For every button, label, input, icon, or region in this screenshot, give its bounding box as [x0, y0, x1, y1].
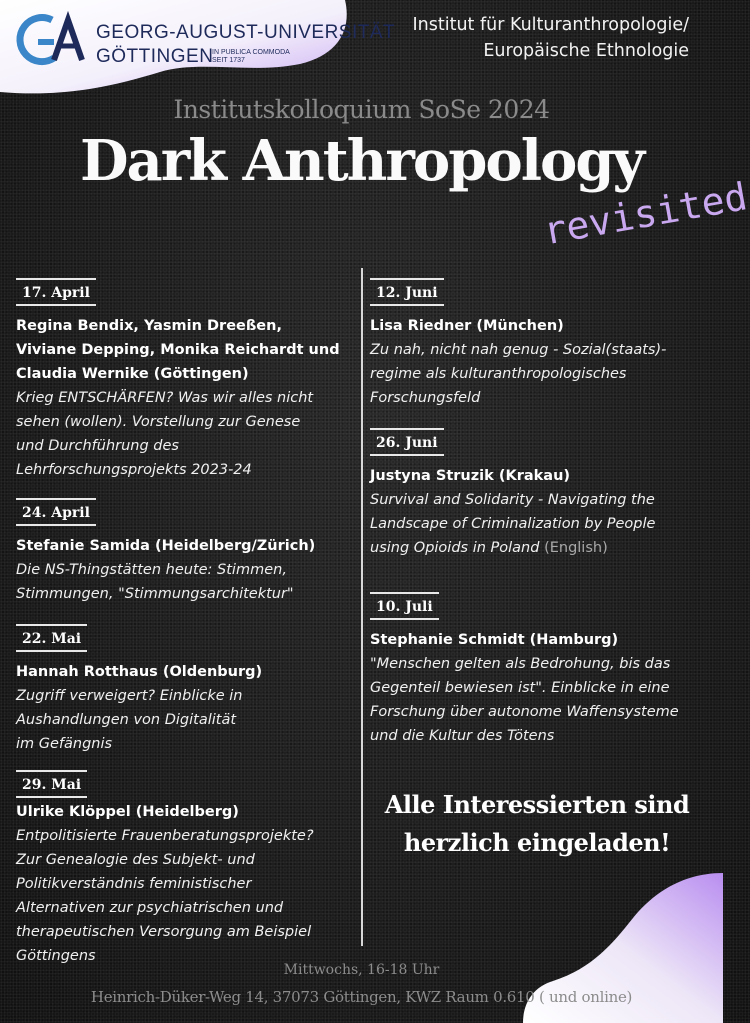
talk-line: Politikverständnis feministischer — [16, 876, 252, 892]
event-date: 26. Juni — [370, 428, 444, 456]
talk-line-text: using Opioids in Poland — [370, 540, 540, 556]
event-date: 22. Mai — [16, 624, 87, 652]
talk-line: und Durchführung des — [16, 438, 179, 454]
talk-line: Lehrforschungsprojekts 2023-24 — [16, 462, 252, 478]
logo-university-name: GEORG-AUGUST-UNIVERSITÄT — [96, 22, 396, 43]
event-item — [16, 498, 356, 606]
event-speaker — [370, 464, 715, 488]
talk-line: und die Kultur des Tötens — [370, 728, 555, 744]
event-speaker — [16, 314, 356, 386]
event-item — [370, 428, 715, 560]
event-speaker — [16, 800, 356, 824]
speaker-line: Ulrike Klöppel (Heidelberg) — [16, 804, 239, 820]
talk-line: Landscape of Criminalization by People — [370, 516, 656, 532]
speaker-line: Viviane Depping, Monika Reichardt und — [16, 342, 340, 358]
event-talk-title — [370, 652, 715, 748]
event-date: 24. April — [16, 498, 96, 526]
logo-founded-line: SEIT 1737 — [212, 57, 245, 64]
university-emblem-icon — [14, 12, 86, 70]
talk-line: sehen (wollen). Vorstellung zur Genese — [16, 414, 301, 430]
invitation-line: Alle Interessierten sind — [384, 790, 690, 819]
talk-line: Krieg ENTSCHÄRFEN? Was wir alles nicht — [16, 390, 314, 406]
talk-line: Göttingens — [16, 948, 96, 964]
talk-line: Zugriff verweigert? Einblicke in — [16, 688, 243, 704]
event-item — [370, 278, 715, 410]
speaker-line: Stefanie Samida (Heidelberg/Zürich) — [16, 538, 316, 554]
logo-city-name: GÖTTINGEN — [96, 46, 214, 67]
talk-line: therapeutischen Versorgung am Beispiel — [16, 924, 312, 940]
talk-line: "Menschen gelten als Bedrohung, bis das — [370, 656, 671, 672]
talk-line: Aushandlungen von Digitalität — [16, 712, 237, 728]
invitation-line: herzlich eingeladen! — [403, 828, 671, 857]
talk-line — [370, 536, 715, 560]
institute-line-1: Institut für Kulturanthropologie/ — [412, 15, 689, 35]
event-speaker — [16, 660, 356, 684]
event-talk-title — [370, 338, 715, 410]
speaker-line: Lisa Riedner (München) — [370, 318, 564, 334]
talk-line: Zur Genealogie des Subjekt- und — [16, 852, 255, 868]
event-talk-title — [16, 684, 356, 756]
talk-line: Entpolitisierte Frauenberatungsprojekte? — [16, 828, 314, 844]
institute-name — [413, 12, 690, 64]
talk-line: Alternativen zur psychiatrischen und — [16, 900, 284, 916]
language-note: (English) — [544, 540, 608, 556]
institute-line-2: Europäische Ethnologie — [483, 41, 689, 61]
invitation-text — [372, 786, 702, 862]
university-logo — [14, 12, 396, 72]
event-date: 17. April — [16, 278, 96, 306]
talk-line: im Gefängnis — [16, 736, 113, 752]
logo-motto — [212, 49, 290, 65]
speaker-line: Claudia Wernike (Göttingen) — [16, 366, 249, 382]
talk-line: regime als kulturanthropologisches — [370, 366, 627, 382]
talk-line: Stimmungen, "Stimmungsarchitektur" — [16, 586, 294, 602]
event-date: 12. Juni — [370, 278, 444, 306]
talk-line: Survival and Solidarity - Navigating the — [370, 492, 655, 508]
logo-motto-line: IN PUBLICA COMMODA — [212, 49, 290, 56]
footer-location: Heinrich-Düker-Weg 14, 37073 Göttingen, KWZ Raum 0.610 ( und online) — [90, 988, 633, 1006]
event-talk-title — [16, 386, 356, 482]
colloquium-heading: Institutskolloquium SoSe 2024 — [173, 95, 550, 124]
speaker-line: Hannah Rotthaus (Oldenburg) — [16, 664, 263, 680]
event-speaker — [370, 314, 715, 338]
event-date: 29. Mai — [16, 770, 87, 798]
event-talk-title — [16, 824, 356, 968]
speaker-line: Regina Bendix, Yasmin Dreeßen, — [16, 318, 282, 334]
talk-line: Die NS-Thingstätten heute: Stimmen, — [16, 562, 287, 578]
speaker-line: Stephanie Schmidt (Hamburg) — [370, 632, 619, 648]
talk-line: Forschung über autonome Waffensysteme — [370, 704, 679, 720]
column-divider — [361, 268, 363, 946]
event-item — [16, 278, 356, 482]
event-item — [16, 770, 356, 968]
talk-line: Gegenteil bewiesen ist". Einblicke in eine — [370, 680, 670, 696]
event-talk-title — [370, 488, 715, 560]
poster-title: Dark Anthropology — [79, 128, 644, 194]
event-speaker — [16, 534, 356, 558]
event-speaker — [370, 628, 715, 652]
poster-subtitle: revisited — [540, 174, 750, 254]
talk-line: Forschungsfeld — [370, 390, 481, 406]
event-talk-title — [16, 558, 356, 606]
event-item — [370, 592, 715, 748]
event-date: 10. Juli — [370, 592, 439, 620]
speaker-line: Justyna Struzik (Krakau) — [370, 468, 571, 484]
talk-line: Zu nah, nicht nah genug - Sozial(staats)- — [370, 342, 667, 358]
footer-time: Mittwochs, 16-18 Uhr — [283, 962, 440, 978]
event-item — [16, 624, 356, 756]
